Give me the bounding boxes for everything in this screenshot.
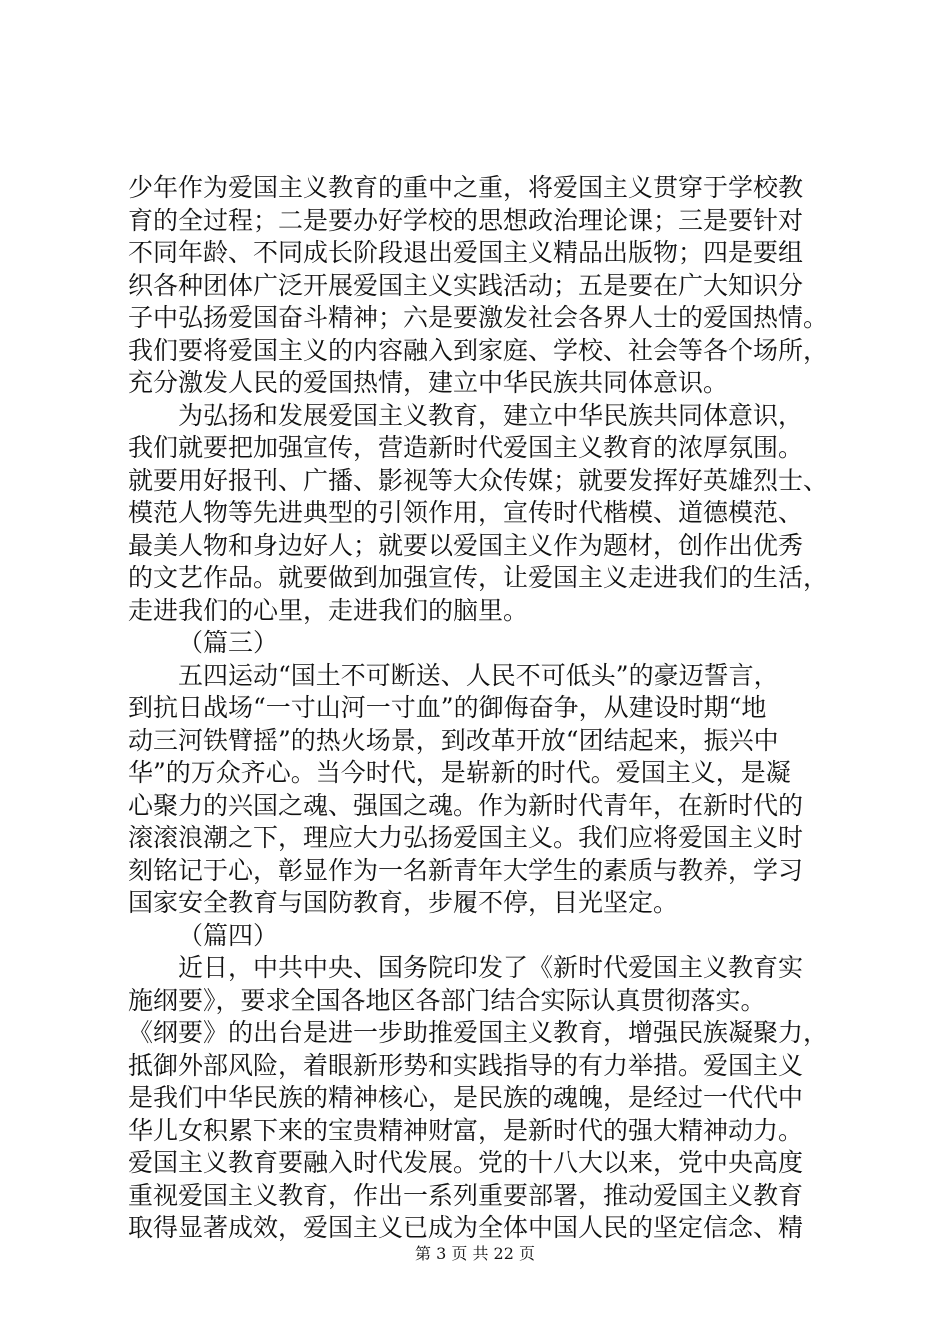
text-line: 《纲要》的出台是进一步助推爱国主义教育，增强民族凝聚力， <box>128 1018 829 1047</box>
paragraph-first-line: （篇三） <box>178 628 279 657</box>
text-line: 施纲要》，要求全国各地区各部门结合实际认真贯彻落实。 <box>128 985 766 1015</box>
paragraph-first-line: 近日，中共中央、国务院印发了《新时代爱国主义教育实 <box>178 953 804 982</box>
text-line: 取得显著成效，爱国主义已成为全体中国人民的坚定信念、精 <box>128 1213 804 1242</box>
text-line: 是我们中华民族的精神核心，是民族的魂魄，是经过一代代中 <box>128 1083 804 1112</box>
paragraph-first-line: 为弘扬和发展爱国主义教育，建立中华民族共同体意识， <box>178 400 804 430</box>
text-line: 的文艺作品。就要做到加强宣传，让爱国主义走进我们的生活， <box>128 563 829 592</box>
text-line: 充分激发人民的爱国热情，建立中华民族共同体意识。 <box>128 368 729 397</box>
text-line: 就要用好报刊、广播、影视等大众传媒；就要发挥好英雄烈士、 <box>128 465 829 495</box>
document-body <box>128 172 840 1245</box>
text-line: 滚滚浪潮之下，理应大力弘扬爱国主义。我们应将爱国主义时 <box>128 823 804 852</box>
text-line: 爱国主义教育要融入时代发展。党的十八大以来，党中央高度 <box>128 1148 804 1177</box>
text-line: 心聚力的兴国之魂、强国之魂。作为新时代青年，在新时代的 <box>128 790 804 820</box>
paragraph-first-line: （篇四） <box>178 920 279 950</box>
text-line: 国家安全教育与国防教育，步履不停，目光坚定。 <box>128 888 679 917</box>
text-line: 育的全过程；二是要办好学校的思想政治理论课；三是要针对 <box>128 205 804 235</box>
paragraph-first-line: 五四运动“国土不可断送、人民不可低头”的豪迈誓言， <box>178 660 779 690</box>
text-line: 华”的万众齐心。当今时代，是崭新的时代。爱国主义，是凝 <box>128 758 791 787</box>
text-line: 动三河铁臂摇”的热火场景，到改革开放“团结起来，振兴中 <box>128 725 779 755</box>
text-line: 抵御外部风险，着眼新形势和实践指导的有力举措。爱国主义 <box>128 1050 804 1080</box>
text-line: 我们要将爱国主义的内容融入到家庭、学校、社会等各个场所， <box>128 335 829 365</box>
text-line: 织各种团体广泛开展爱国主义实践活动；五是要在广大知识分 <box>128 270 804 300</box>
text-line: 刻铭记于心，彰显作为一名新青年大学生的素质与教养，学习 <box>128 855 804 885</box>
text-line: 子中弘扬爱国奋斗精神；六是要激发社会各界人士的爱国热情。 <box>128 303 829 332</box>
text-line: 我们就要把加强宣传，营造新时代爱国主义教育的浓厚氛围。 <box>128 433 804 462</box>
text-line: 到抗日战场“一寸山河一寸血”的御侮奋争，从建设时期“地 <box>128 693 767 722</box>
text-line: 重视爱国主义教育，作出一系列重要部署，推动爱国主义教育 <box>128 1180 804 1210</box>
text-line: 最美人物和身边好人；就要以爱国主义作为题材，创作出优秀 <box>128 530 804 560</box>
page-footer: 第 3 页 共 22 页 <box>415 1244 535 1263</box>
text-line: 模范人物等先进典型的引领作用，宣传时代楷模、道德模范、 <box>128 498 804 527</box>
text-line: 走进我们的心里，走进我们的脑里。 <box>128 595 529 625</box>
text-line: 不同年龄、不同成长阶段退出爱国主义精品出版物；四是要组 <box>128 238 804 267</box>
text-line: 少年作为爱国主义教育的重中之重，将爱国主义贯穿于学校教 <box>128 173 804 202</box>
text-line: 华儿女积累下来的宝贵精神财富，是新时代的强大精神动力。 <box>128 1115 804 1145</box>
